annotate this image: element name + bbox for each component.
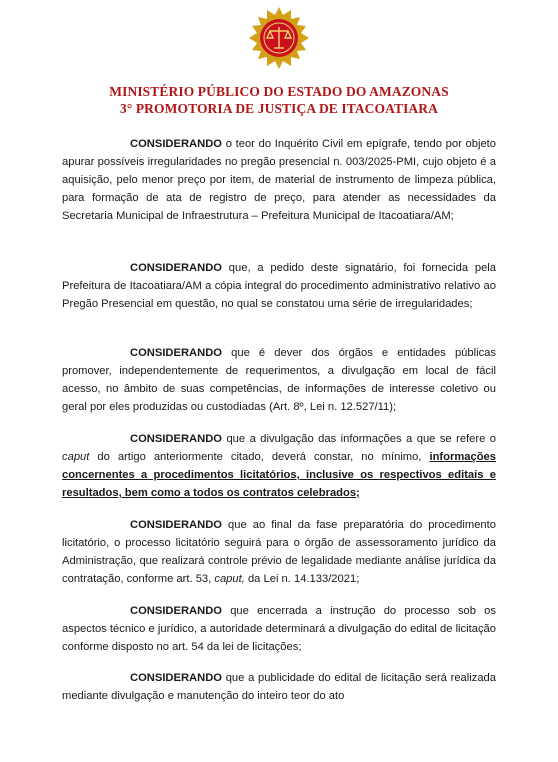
keyword-considerando: CONSIDERANDO xyxy=(130,433,222,445)
paragraph-text: o teor do Inquérito Civil em epígrafe, tendo por objeto apurar possíveis irregularidades no pregão presencial n. 003/2025-PMI, cujo objeto é a aquisição, pelo menor preço por item, de material de instrumento de limpeza pública, para formação de ata de registro de preço, para atender as necessidades da Secretaria Municipal de Infraestrutura – Prefeitura Municipal de Itacoatiara/AM; xyxy=(62,138,496,222)
paragraph-text: que a publicidade do edital de licitação será realizada mediante divulgação e manutenção do inteiro teor do ato xyxy=(62,672,496,702)
paragraph-3 xyxy=(62,344,496,416)
underlined-emphasis: informações concernentes a procedimentos licitatórios, inclusive os respectivos editais e resultados, bem como a todos os contratos celebrados; xyxy=(62,451,496,499)
keyword-considerando: CONSIDERANDO xyxy=(130,138,222,150)
paragraph-text: do artigo anteriormente citado, deverá constar, no mínimo, xyxy=(89,451,430,463)
paragraph-6 xyxy=(62,602,496,656)
paragraph-2 xyxy=(62,259,496,313)
keyword-considerando: CONSIDERANDO xyxy=(130,605,222,617)
paragraph-1 xyxy=(62,135,496,225)
paragraph-text: que, a pedido deste signatário, foi fornecida pela Prefeitura de Itacoatiara/AM a cópia integral do procedimento administrativo relativo ao Pregão Presencial em questão, no qual se constatou uma série de irregularidades; xyxy=(62,262,496,310)
keyword-considerando: CONSIDERANDO xyxy=(130,519,222,531)
office-name: 3° PROMOTORIA DE JUSTIÇA DE ITACOATIARA xyxy=(120,101,438,116)
paragraph-text: que ao final da fase preparatória do procedimento licitatório, o processo licitatório seguirá para o órgão de assessoramento jurídico da Administração, que realizará controle prévio de legalidade mediante análise jurídica da contratação, conforme art. 53, xyxy=(62,519,496,585)
org-name: MINISTÉRIO PÚBLICO DO ESTADO DO AMAZONAS xyxy=(109,84,449,99)
paragraph-4 xyxy=(62,430,496,502)
mpam-seal-icon xyxy=(247,6,311,70)
italic-term: caput, xyxy=(214,573,245,585)
paragraph-text: que a divulgação das informações a que se refere o xyxy=(222,433,496,445)
keyword-considerando: CONSIDERANDO xyxy=(130,347,222,359)
paragraph-text: que encerrada a instrução do processo sob os aspectos técnico e jurídico, a autoridade determinará a divulgação do edital de licitação conforme disposto no art. 54 da lei de licitações; xyxy=(62,605,496,653)
italic-term: caput xyxy=(62,451,90,463)
paragraph-text: da Lei n. 14.133/2021; xyxy=(244,573,360,585)
paragraph-7 xyxy=(62,669,496,705)
paragraph-5 xyxy=(62,516,496,588)
paragraph-text: que é dever dos órgãos e entidades públicas promover, independentemente de requerimentos, a divulgação em local de fácil acesso, no âmbito de suas competências, de informações de interesse coletivo ou geral por eles produzidas ou custodiadas (Art. 8º, Lei n. 12.527/11); xyxy=(62,347,496,413)
keyword-considerando: CONSIDERANDO xyxy=(130,672,222,684)
keyword-considerando: CONSIDERANDO xyxy=(130,262,222,274)
